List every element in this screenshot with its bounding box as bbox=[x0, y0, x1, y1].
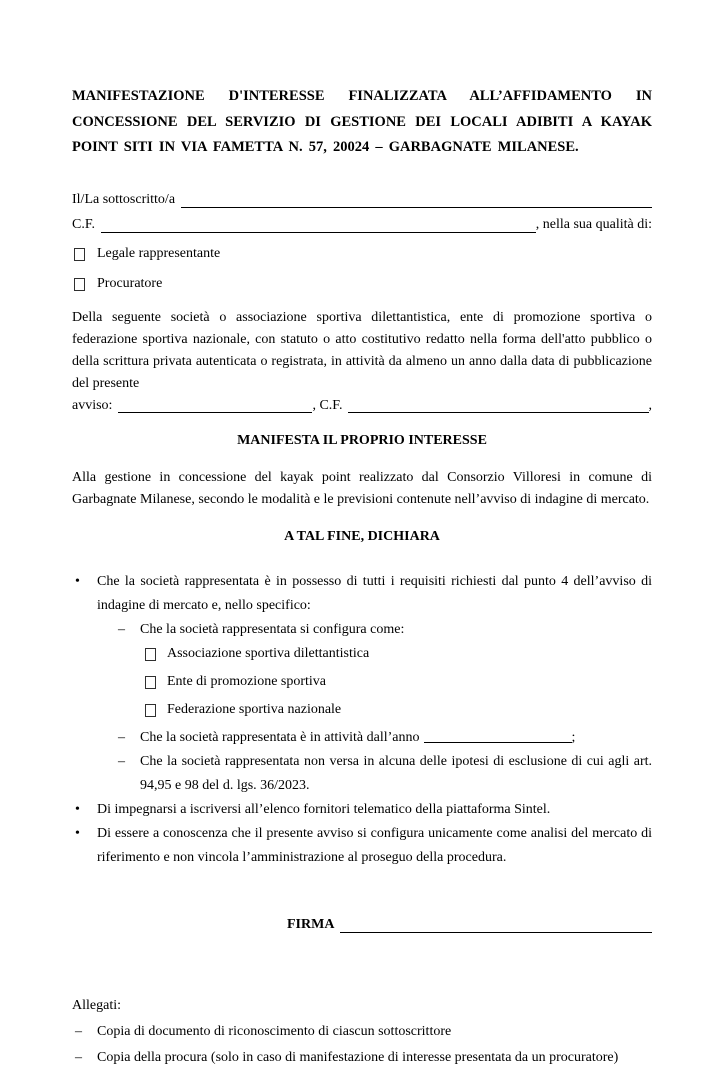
config-option-ente bbox=[145, 670, 652, 698]
declaration-text: Che la società rappresentata è in attività dall’anno bbox=[140, 729, 420, 745]
declaration-item-conoscenza bbox=[72, 822, 652, 870]
declaration-text: Che la società rappresentata si configura come: bbox=[140, 621, 405, 637]
role-option-legale bbox=[72, 241, 652, 271]
declarations-list bbox=[72, 570, 652, 870]
option-label: Associazione sportiva dilettantistica bbox=[167, 645, 370, 661]
allegati-item-text: Copia della procura (solo in caso di manifestazione di interesse presentata da un procuratore) bbox=[97, 1049, 619, 1065]
checkbox-icon[interactable] bbox=[145, 676, 156, 689]
firma-label: FIRMA bbox=[287, 916, 335, 932]
avviso-trailing-comma: , bbox=[648, 397, 652, 413]
dash-icon: – bbox=[75, 1049, 82, 1065]
avviso-label: avviso: bbox=[72, 397, 113, 413]
subscriber-blank-field[interactable] bbox=[175, 187, 652, 212]
option-label: Federazione sportiva nazionale bbox=[167, 701, 342, 717]
dash-icon: – bbox=[118, 753, 125, 769]
checkbox-icon[interactable] bbox=[145, 648, 156, 661]
role-option-label: Procuratore bbox=[97, 275, 163, 291]
option-label: Ente di promozione sportiva bbox=[167, 673, 327, 689]
bullet-icon: • bbox=[75, 825, 80, 841]
declaration-sub-anno bbox=[118, 726, 652, 750]
dash-icon: – bbox=[75, 1023, 82, 1039]
bullet-icon: • bbox=[75, 801, 80, 817]
declaration-item-sintel bbox=[72, 798, 652, 822]
declaration-text: Che la società rappresentata è in possesso di tutti i requisiti richiesti dal punto 4 dell’avviso di indagine di mercato e, nello specifico: bbox=[97, 573, 652, 613]
allegati-label: Allegati: bbox=[72, 997, 121, 1013]
document-title: MANIFESTAZIONE D'INTERESSE FINALIZZATA ALL’AFFIDAMENTO IN CONCESSIONE DEL SERVIZIO DI GESTIONE DEI LOCALI ADIBITI A KAYAK POINT SITI IN VIA FAMETTA N. 57, 20024 – GARBAGNATE MILANESE. bbox=[72, 88, 652, 155]
firma-line bbox=[287, 912, 652, 937]
checkbox-icon[interactable] bbox=[74, 278, 85, 291]
cf-suffix: , nella sua qualità di: bbox=[535, 216, 652, 232]
avviso-cf-label: , C.F. bbox=[312, 397, 343, 413]
config-option-federazione bbox=[145, 698, 652, 726]
config-option-associazione bbox=[145, 642, 652, 670]
anno-blank-field[interactable] bbox=[424, 730, 572, 743]
interest-paragraph: Alla gestione in concessione del kayak point realizzato dal Consorzio Villoresi in comune di Garbagnate Milanese, secondo le modalità e le previsioni contenute nell’avviso di indagine di mercato. bbox=[72, 469, 652, 507]
role-option-label: Legale rappresentante bbox=[97, 245, 221, 261]
dash-icon: – bbox=[118, 621, 125, 637]
firma-blank-field[interactable] bbox=[334, 912, 652, 937]
declaration-text-suffix: ; bbox=[571, 729, 576, 745]
dash-icon: – bbox=[118, 729, 125, 745]
subscriber-label: Il/La sottoscritto/a bbox=[72, 191, 176, 207]
bullet-icon: • bbox=[75, 573, 80, 589]
declaration-text: Che la società rappresentata non versa in alcuna delle ipotesi di esclusione di cui agli art. 94,95 e 98 del d. lgs. 36/2023. bbox=[140, 753, 652, 793]
heading-manifesta-interesse: MANIFESTA IL PROPRIO INTERESSE bbox=[237, 432, 487, 448]
checkbox-icon[interactable] bbox=[145, 704, 156, 717]
checkbox-icon[interactable] bbox=[74, 248, 85, 261]
cf-line bbox=[72, 212, 652, 237]
allegati-item-text: Copia di documento di riconoscimento di ciascun sottoscrittore bbox=[97, 1023, 452, 1039]
allegati-list bbox=[72, 1019, 652, 1071]
declaration-item-requisiti bbox=[72, 570, 652, 618]
declaration-text: Di impegnarsi a iscriversi all’elenco fornitori telematico della piattaforma Sintel. bbox=[97, 801, 551, 817]
allegati-item-documento bbox=[72, 1019, 652, 1045]
declaration-sub-configura bbox=[118, 618, 652, 642]
cf-label: C.F. bbox=[72, 216, 96, 232]
role-options bbox=[72, 241, 652, 301]
cf-blank-field[interactable] bbox=[95, 212, 536, 237]
heading-a-tal-fine-dichiara: A TAL FINE, DICHIARA bbox=[284, 528, 440, 544]
declaration-sub-esclusione bbox=[118, 750, 652, 798]
subscriber-line bbox=[72, 187, 652, 212]
declaration-text: Di essere a conoscenza che il presente avviso si configura unicamente come analisi del mercato di riferimento e non vincola l’amministrazione al proseguo della procedura. bbox=[97, 825, 652, 865]
avviso-blank-field[interactable] bbox=[112, 395, 312, 417]
company-paragraph: Della seguente società o associazione sportiva dilettantistica, ente di promozione sportiva o federazione sportiva nazionale, con statuto o atto costitutivo redatto nella forma dell'atto pubblico o della scrittura privata autenticata o registrata, in attività da almeno un anno dalla data di pubblicazione del presente bbox=[72, 309, 652, 391]
allegati-item-procura bbox=[72, 1045, 652, 1071]
avviso-cf-blank-field[interactable] bbox=[342, 395, 648, 417]
avviso-line bbox=[72, 395, 652, 417]
role-option-procuratore bbox=[72, 271, 652, 301]
